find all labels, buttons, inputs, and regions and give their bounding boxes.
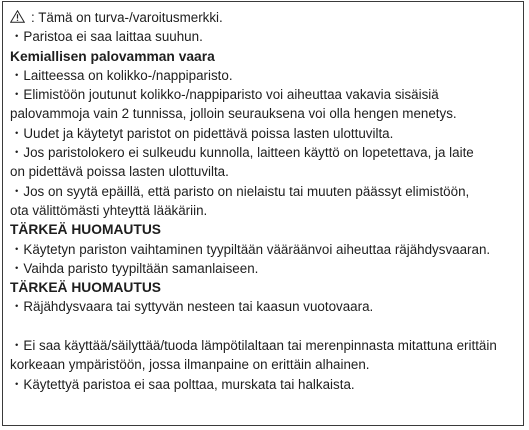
notice-line: ・Vaihda paristo tyypiltään samanlaiseen. <box>10 260 259 276</box>
notice-content <box>10 8 522 394</box>
warning-symbol-line <box>10 8 522 27</box>
section-heading: TÄRKEÄ HUOMAUTUS <box>10 280 161 296</box>
notice-line: ・Jos paristolokero ei sulkeudu kunnolla, laitteen käyttö on lopetettava, ja laite <box>10 145 474 161</box>
notice-line: ・Käytetyn pariston vaihtaminen tyypiltään vääräänvoi aiheuttaa räjähdysvaaran. <box>10 241 491 257</box>
notice-line: ・Paristoa ei saa laittaa suuhun. <box>10 29 203 45</box>
notice-line: ・Ei saa käyttää/säilyttää/tuoda lämpötilaltaan tai merenpinnasta mitattuna erittäin <box>10 338 497 354</box>
notice-line: ota välittömästi yhteyttä lääkäriin. <box>10 202 208 218</box>
notice-line: palovammoja vain 2 tunnissa, jolloin seurauksena voi olla hengen menetys. <box>10 106 457 122</box>
warning-triangle-icon <box>10 10 25 23</box>
notice-line: ・Käytettyä paristoa ei saa polttaa, murskata tai halkaista. <box>10 376 355 392</box>
notice-line: korkeaan ympäristöön, jossa ilmanpaine on erittäin alhainen. <box>10 357 370 373</box>
notice-line: on pidettävä poissa lasten ulottuvilta. <box>10 164 229 180</box>
notice-line: ・Laitteessa on kolikko-/nappiparisto. <box>10 67 233 83</box>
section-heading: TÄRKEÄ HUOMAUTUS <box>10 222 161 238</box>
notice-line: ・Elimistöön joutunut kolikko-/nappiparisto voi aiheuttaa vakavia sisäisiä <box>10 87 439 103</box>
notice-line: ・Uudet ja käytetyt paristot on pidettävä poissa lasten ulottuvilta. <box>10 125 394 141</box>
blank-line <box>10 317 522 336</box>
notice-line: ・Räjähdysvaara tai syttyvän nesteen tai kaasun vuotovaara. <box>10 299 374 315</box>
notice-line: ・Jos on syytä epäillä, että paristo on nielaistu tai muuten päässyt elimistöön, <box>10 183 470 199</box>
notice-frame <box>2 1 524 426</box>
section-heading: Kemiallisen palovamman vaara <box>10 48 215 64</box>
warning-symbol-text: : Tämä on turva-/varoitusmerkki. <box>31 10 223 25</box>
